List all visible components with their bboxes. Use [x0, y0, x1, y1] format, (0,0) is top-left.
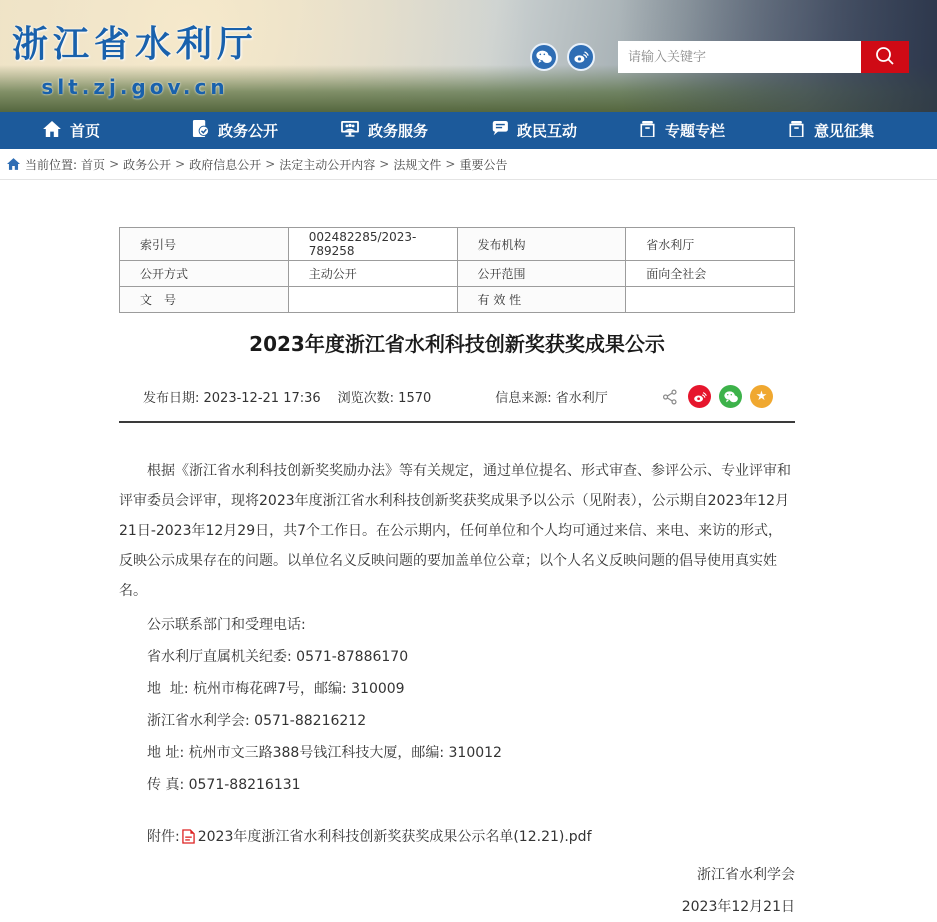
- article-meta-bar: [119, 385, 795, 423]
- contact-line-address-1: 地 址: 杭州市梅花碑7号，邮编: 310009: [147, 681, 405, 697]
- home-small-icon: [7, 158, 20, 170]
- site-header-banner: [0, 0, 937, 112]
- view-count: 浏览次数: 1570: [337, 391, 432, 406]
- search-icon: [874, 45, 896, 70]
- disclosure-scope-label: 公开范围: [457, 261, 626, 287]
- breadcrumb-item-gov-info[interactable]: 政府信息公开: [189, 157, 262, 172]
- breadcrumb-item-statutory[interactable]: 法定主动公开内容: [279, 157, 376, 172]
- nav-item-special-topics[interactable]: 专题专栏: [639, 120, 788, 141]
- share-icon[interactable]: [662, 389, 678, 405]
- attachment-link[interactable]: 2023年度浙江省水利科技创新奖获奖成果公示名单(12.21).pdf: [197, 829, 592, 845]
- index-number-value: 002482285/2023-789258: [288, 228, 457, 261]
- wechat-share-icon[interactable]: [719, 385, 742, 408]
- site-url: slt.zj.gov.cn: [41, 75, 229, 99]
- document-check-icon: [192, 120, 209, 141]
- breadcrumb-item-home[interactable]: 首页: [81, 157, 106, 172]
- page-title: 2023年度浙江省水利科技创新奖获奖成果公示: [249, 332, 665, 356]
- disclosure-method-value: 主动公开: [288, 261, 457, 287]
- breadcrumb-item-regulations[interactable]: 法规文件: [393, 157, 442, 172]
- contact-line-society: 浙江省水利学会: 0571-88216212: [147, 713, 367, 729]
- search-bar: [618, 41, 909, 73]
- home-icon: [43, 121, 61, 141]
- issuing-agency-value: 省水利厅: [626, 228, 795, 261]
- archive-icon: [788, 121, 805, 141]
- breadcrumb-item-notices[interactable]: 重要公告: [459, 157, 508, 172]
- site-logo: [12, 16, 258, 99]
- chat-bubble-icon: [490, 121, 508, 141]
- issuing-agency-label: 发布机构: [457, 228, 626, 261]
- favorite-star-icon[interactable]: ★: [750, 385, 773, 408]
- validity-label: 有 效 性: [457, 287, 626, 313]
- validity-value: [626, 287, 795, 313]
- nav-item-interaction[interactable]: 政民互动: [490, 120, 639, 141]
- wechat-icon[interactable]: [530, 43, 558, 71]
- nav-item-opinion-collection[interactable]: 意见征集: [788, 120, 937, 141]
- document-number-label: 文 号: [120, 287, 289, 313]
- disclosure-scope-value: 面向全社会: [626, 261, 795, 287]
- document-info-table: [119, 227, 795, 313]
- contact-line-fax: 传 真: 0571-88216131: [147, 777, 301, 793]
- main-nav: [0, 112, 937, 149]
- publish-date: 发布日期: 2023-12-21 17:36: [143, 391, 321, 406]
- article-container: [119, 180, 795, 922]
- disclosure-method-label: 公开方式: [120, 261, 289, 287]
- article-paragraph: 根据《浙江省水利科技创新奖奖励办法》等有关规定，通过单位提名、形式审查、参评公示、专业评审和评审委员会评审，现将2023年度浙江省水利科技创新奖获奖成果予以公示（见附表），公示期自2023年12月21日-2023年12月29日，共7个工作日。在公示期内，任何单位和个人均可通过来信、来电、来访的形式，反映公示成果存在的问题。以单位名义反映问题的要加盖单位公章；以个人名义反映问题的倡导使用真实姓名。: [119, 463, 791, 599]
- pdf-file-icon: [182, 829, 195, 844]
- nav-item-services[interactable]: 政务服务: [341, 120, 490, 141]
- breadcrumb-item-gov-open[interactable]: 政务公开: [123, 157, 172, 172]
- nav-item-info-disclosure[interactable]: 政务公开: [192, 120, 341, 141]
- index-number-label: 索引号: [120, 228, 289, 261]
- contact-heading: 公示联系部门和受理电话:: [147, 617, 306, 633]
- attachment-label: 附件:: [147, 829, 180, 845]
- article-body: [119, 456, 795, 800]
- table-row: [120, 287, 795, 313]
- contact-line-commission: 省水利厅直属机关纪委: 0571-87886170: [147, 649, 409, 665]
- attachment-row: [119, 826, 795, 846]
- archive-icon: [639, 121, 656, 141]
- site-title: 浙江省水利厅: [12, 24, 259, 65]
- breadcrumb-location-label: 当前位置:: [25, 157, 78, 172]
- contact-line-address-2: 地 址: 杭州市文三路388号钱江科技大厦，邮编: 310012: [147, 745, 502, 761]
- search-button[interactable]: [861, 41, 909, 73]
- table-row: [120, 261, 795, 287]
- search-input[interactable]: [618, 41, 861, 73]
- weibo-icon[interactable]: [567, 43, 595, 71]
- monitor-icon: [341, 121, 359, 141]
- document-number-value: [288, 287, 457, 313]
- info-source: 信息来源: 省水利厅: [495, 391, 608, 406]
- signature-block: [119, 860, 795, 922]
- nav-item-home[interactable]: 首页: [43, 120, 192, 141]
- table-row: [120, 228, 795, 261]
- breadcrumb: 当前位置: 首页 > 政务公开 > 政府信息公开 > 法定主动公开内容 > 法规文件 > 重要公告: [0, 149, 937, 180]
- signature-org: 浙江省水利学会: [697, 867, 795, 883]
- weibo-share-icon[interactable]: [688, 385, 711, 408]
- signature-date: 2023年12月21日: [681, 899, 795, 915]
